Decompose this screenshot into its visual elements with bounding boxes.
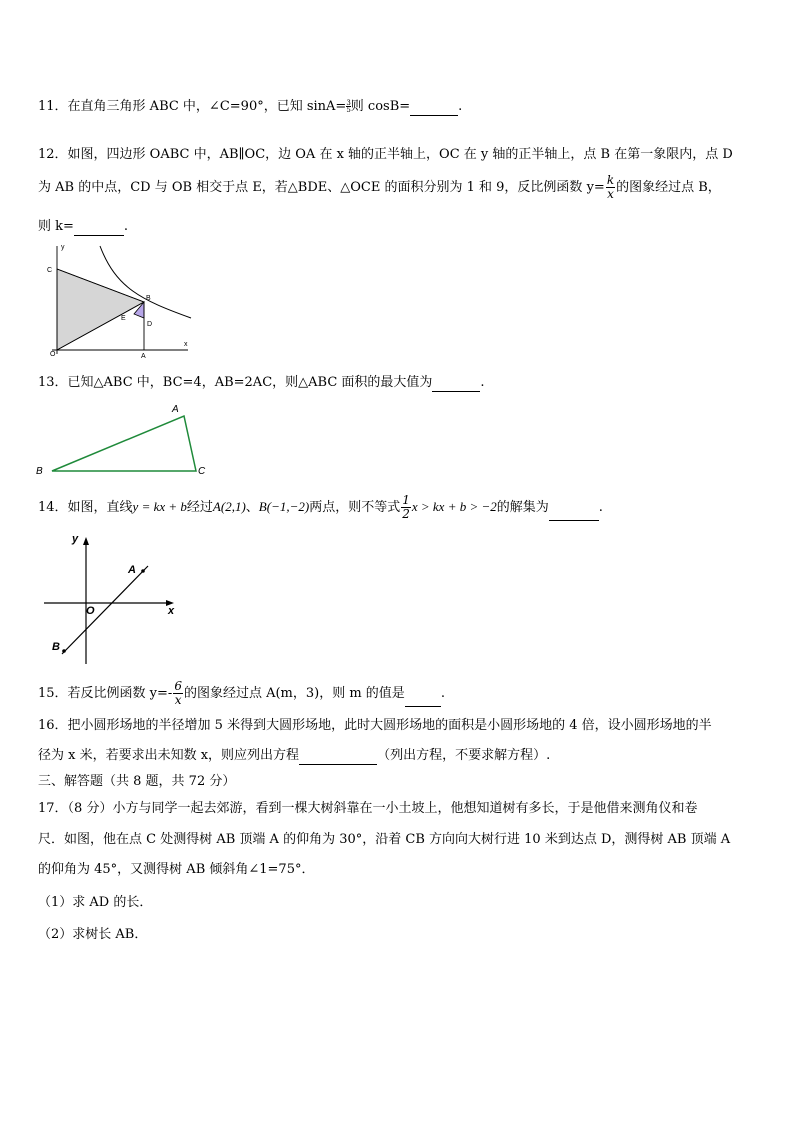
- label-x: x: [168, 605, 175, 617]
- line-ab: [62, 566, 148, 654]
- label-y: y: [72, 533, 79, 545]
- question-15: 15．若反比例函数 y=- $\frac{6}{x}$ 的图象经过点 A(m，3)，则 m 的值是 .: [38, 679, 445, 707]
- label-o: O: [50, 351, 56, 358]
- point-b: [62, 649, 66, 653]
- label-c: C: [198, 466, 206, 477]
- answer-blank: [549, 506, 599, 521]
- section-heading: 三、解答题（共 8 题，共 72 分）: [38, 774, 236, 789]
- question-17-line2: 尺．如图，他在点 C 处测得树 AB 顶端 A 的仰角为 30°，沿着 CB 方向向大树行进 10 米到达点 D，测得树 AB 顶端 A: [38, 832, 731, 847]
- question-17-line1: 17．（8 分）小方与同学一起去郊游，看到一棵大树斜靠在一小土坡上，他想知道树有多长，于是他借来测角仪和卷: [38, 801, 698, 816]
- q13-figure: [32, 400, 212, 480]
- question-16-line1: 16．把小圆形场地的半径增加 5 米得到大圆形场地，此时大圆形场地的面积是小圆形场地的 4 倍，设小圆形场地的半: [38, 718, 712, 733]
- question-12-line2: 为 AB 的中点，CD 与 OB 相交于点 E，若△BDE、△OCE 的面积分别为 1 和 9，反比例函数 y= $\frac{k}{x}$ 的图象经过点 B，: [38, 173, 721, 201]
- label-b: B: [52, 641, 60, 653]
- question-17-sub2: （2）求树长 AB．: [38, 927, 148, 942]
- question-14: 14．如图，直线y = kx + b经过A(2,1)、B(−1,−2)两点，则不等式 $\frac{1}{2}$ x > kx + b > −2的解集为 .: [38, 493, 603, 521]
- answer-blank: [299, 750, 377, 765]
- q14-figure: [40, 530, 185, 670]
- triangle-abc: [52, 416, 196, 471]
- fraction-1-2: $\frac{1}{2}$: [402, 493, 410, 521]
- label-o: O: [86, 605, 95, 617]
- answer-blank: [432, 377, 480, 392]
- label-d: D: [147, 321, 153, 328]
- q12-figure: [36, 238, 196, 360]
- question-16-line2: 径为 x 米，若要求出未知数 x，则应列出方程 （列出方程，不要求解方程）.: [38, 748, 551, 763]
- question-11: 11．在直角三角形 ABC 中，∠C=90°，已知 sinA= $\frac{3}{5}$ 则 cosB= .: [38, 99, 463, 114]
- fraction-k-x: $\frac{k}{x}$: [606, 173, 615, 201]
- label-a: A: [128, 564, 136, 576]
- question-17-sub1: （1）求 AD 的长．: [38, 895, 153, 910]
- label-a: A: [141, 353, 146, 360]
- point-a: [141, 569, 145, 573]
- answer-blank: [74, 221, 124, 236]
- label-c: C: [47, 267, 53, 274]
- question-13: 13．已知△ABC 中，BC=4，AB=2AC，则△ABC 面积的最大值为 .: [38, 375, 485, 390]
- label-b: B: [146, 295, 151, 302]
- answer-blank: [410, 101, 458, 116]
- label-b: B: [36, 466, 43, 477]
- label-y: y: [61, 244, 65, 251]
- question-12-line3: 则 k= .: [38, 219, 129, 234]
- question-17-line3: 的仰角为 45°，又测得树 AB 倾斜角∠1=75°．: [38, 862, 315, 877]
- question-12-line1: 12．如图，四边形 OABC 中，AB∥OC，边 OA 在 x 轴的正半轴上，OC 在 y 轴的正半轴上，点 B 在第一象限内，点 D: [38, 147, 733, 162]
- label-e: E: [121, 315, 126, 322]
- label-a: A: [172, 404, 179, 415]
- fraction-6-x: $\frac{6}{x}$: [174, 679, 182, 707]
- y-axis-arrow: [83, 537, 89, 545]
- fraction-3-5: $\frac{3}{5}$: [346, 99, 351, 114]
- answer-blank: [405, 692, 441, 707]
- label-x: x: [184, 341, 188, 348]
